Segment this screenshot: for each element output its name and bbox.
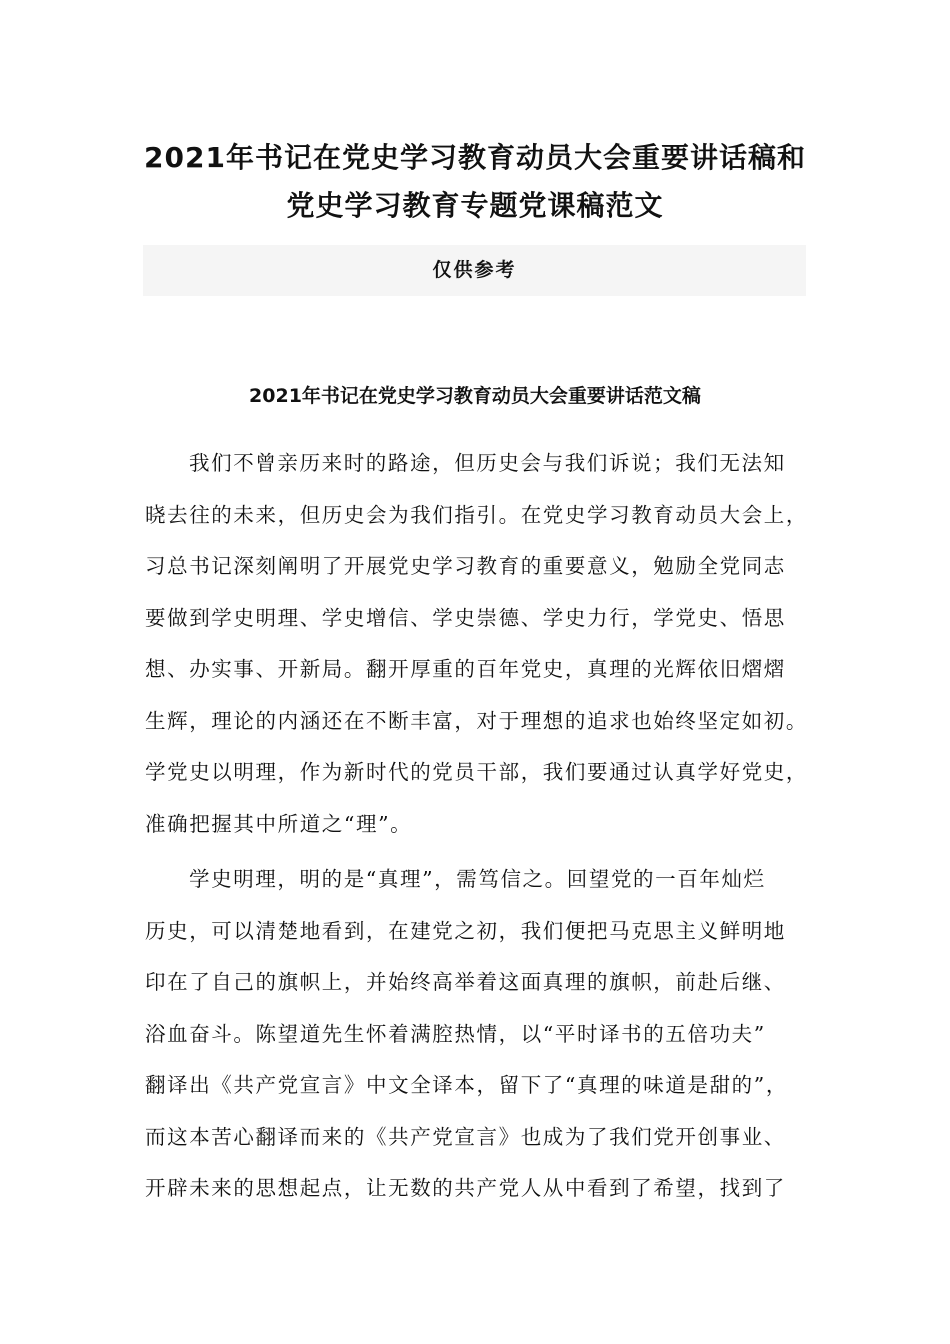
paragraph-line: 翻译出《共产党宣言》中文全译本，留下了“真理的味道是甜的”， bbox=[145, 1073, 788, 1097]
paragraph-line: 历史，可以清楚地看到，在建党之初，我们便把马克思主义鲜明地 bbox=[145, 918, 786, 943]
document-title-line-2: 党史学习教育专题党课稿范文 bbox=[286, 189, 664, 222]
paragraph-line: 学史明理，明的是“真理”，需笃信之。回望党的一百年灿烂 bbox=[189, 867, 766, 891]
paragraph-line: 开辟未来的思想起点，让无数的共产党人从中看到了希望，找到了 bbox=[145, 1176, 786, 1200]
paragraph-line: 习总书记深刻阐明了开展党史学习教育的重要意义，勉励全党同志 bbox=[145, 554, 786, 578]
document-title-line-1: 2021年书记在党史学习教育动员大会重要讲话稿和 bbox=[144, 141, 806, 174]
section-heading: 2021年书记在党史学习教育动员大会重要讲话范文稿 bbox=[249, 385, 701, 407]
paragraph-line: 晓去往的未来，但历史会为我们指引。在党史学习教育动员大会上， bbox=[145, 502, 808, 527]
paragraph-line: 印在了自己的旗帜上，并始终高举着这面真理的旗帜，前赴后继、 bbox=[145, 970, 786, 994]
reference-note-banner: 仅供参考 bbox=[143, 245, 806, 296]
paragraph-line: 浴血奋斗。陈望道先生怀着满腔热情，以“平时译书的五倍功夫” bbox=[145, 1021, 766, 1046]
paragraph-line: 要做到学史明理、学史增信、学史崇德、学史力行，学党史、悟思 bbox=[145, 605, 786, 630]
paragraph-line: 生辉，理论的内涵还在不断丰富，对于理想的追求也始终坚定如初。 bbox=[145, 708, 808, 733]
paragraph-line: 想、办实事、开新局。翻开厚重的百年党史，真理的光辉依旧熠熠 bbox=[145, 657, 786, 681]
paragraph-line: 而这本苦心翻译而来的《共产党宣言》也成为了我们党开创事业、 bbox=[145, 1124, 786, 1149]
paragraph-line: 准确把握其中所道之“理”。 bbox=[145, 811, 413, 836]
paragraph-line: 学党史以明理，作为新时代的党员干部，我们要通过认真学好党史， bbox=[145, 760, 808, 784]
paragraph-1 bbox=[145, 447, 808, 859]
paragraph-2 bbox=[145, 863, 805, 1224]
paragraph-line: 我们不曾亲历来时的路途，但历史会与我们诉说；我们无法知 bbox=[189, 451, 786, 475]
